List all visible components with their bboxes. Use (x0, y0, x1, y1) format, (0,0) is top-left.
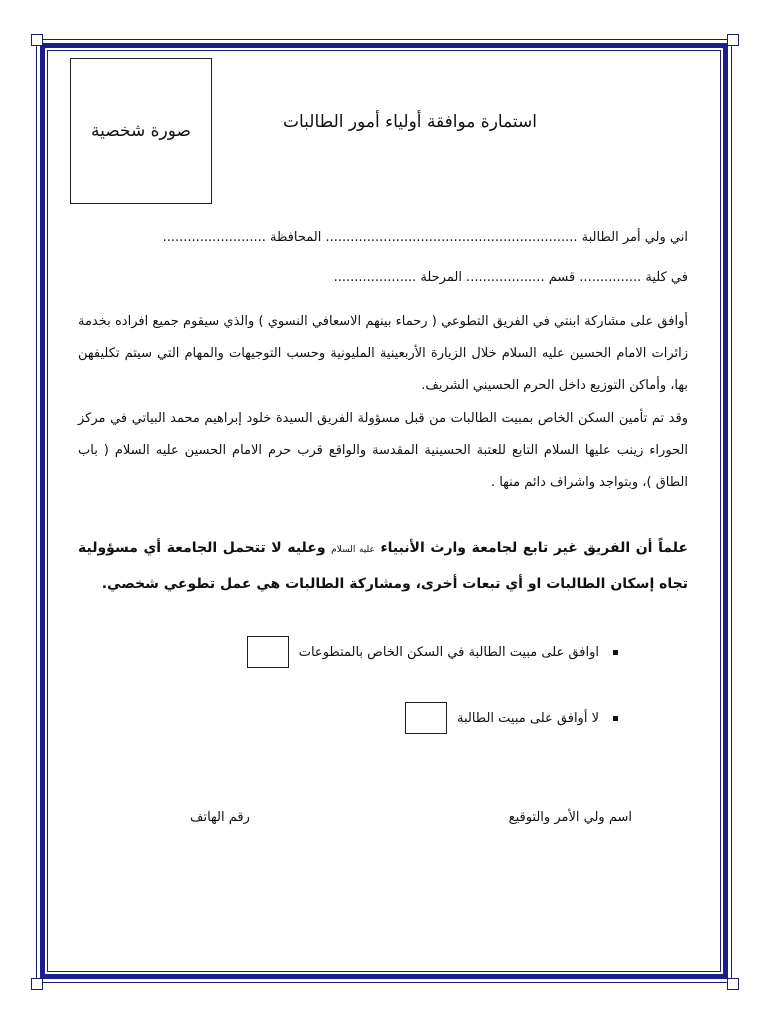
option-agree (247, 636, 618, 668)
agree-checkbox[interactable] (247, 636, 289, 668)
disclaimer-part2: وعليه لا تتحمل الجامعة أي مسؤولية تجاه إسكان الطالبات او أي تبعات أخرى، ومشاركة الطالبات هي عمل تطوعي شخصي. (78, 540, 688, 592)
photo-box (70, 58, 212, 204)
honorific: عليه السلام (331, 545, 375, 555)
bullet-icon (613, 650, 618, 655)
consent-paragraph: أوافق على مشاركة ابنتي في الفريق التطوعي ( رحماء بينهم الاسعافي النسوي ) والذي سيقوم جميع افراده بخدمة زائرات الامام الحسين عليه السلام خلال الزيارة الأربعينية المليونية وحسب التوجيهات والمهام التي سيتم تكليفهن بها، وأماكن التوزيع داخل الحرم الحسيني الشريف. (78, 314, 688, 393)
option-disagree (405, 702, 618, 734)
corner-ornament (31, 34, 43, 46)
photo-box-label: صورة شخصية (91, 121, 191, 141)
housing-paragraph: وقد تم تأمين السكن الخاص بمبيت الطالبات من قبل مسؤولة الفريق السيدة خلود إبراهيم محمد البياتي في مركز الحوراء زينب عليها السلام التابع للعتبة الحسينية المقدسة والواقع قرب حرم الامام الحسين عليه السلام ( باب الطاق )، وبتواجد واشراف دائم منها . (78, 411, 688, 490)
guardian-line: اني ولي أمر الطالبة ............................................................. المحافظة ......................... (162, 230, 688, 245)
college-line: في كلية ............... قسم ................... المرحلة .................... (333, 270, 688, 285)
disagree-checkbox[interactable] (405, 702, 447, 734)
disclaimer-paragraph (78, 531, 688, 601)
bullet-icon (613, 716, 618, 721)
corner-ornament (727, 978, 739, 990)
corner-ornament (31, 978, 43, 990)
corner-ornament (727, 34, 739, 46)
option-disagree-label: لا أوافق على مبيت الطالبة (456, 710, 599, 726)
disclaimer-part1: علماً أن الفريق غير تابع لجامعة وارث الأنبياء (380, 540, 689, 556)
option-agree-label: اوافق على مبيت الطالبة في السكن الخاص بالمتطوعات (298, 644, 599, 660)
phone-label: رقم الهاتف (190, 810, 250, 825)
form-title: استمارة موافقة أولياء أمور الطالبات (282, 112, 538, 132)
signature-label: اسم ولي الأمر والتوقيع (508, 810, 632, 825)
